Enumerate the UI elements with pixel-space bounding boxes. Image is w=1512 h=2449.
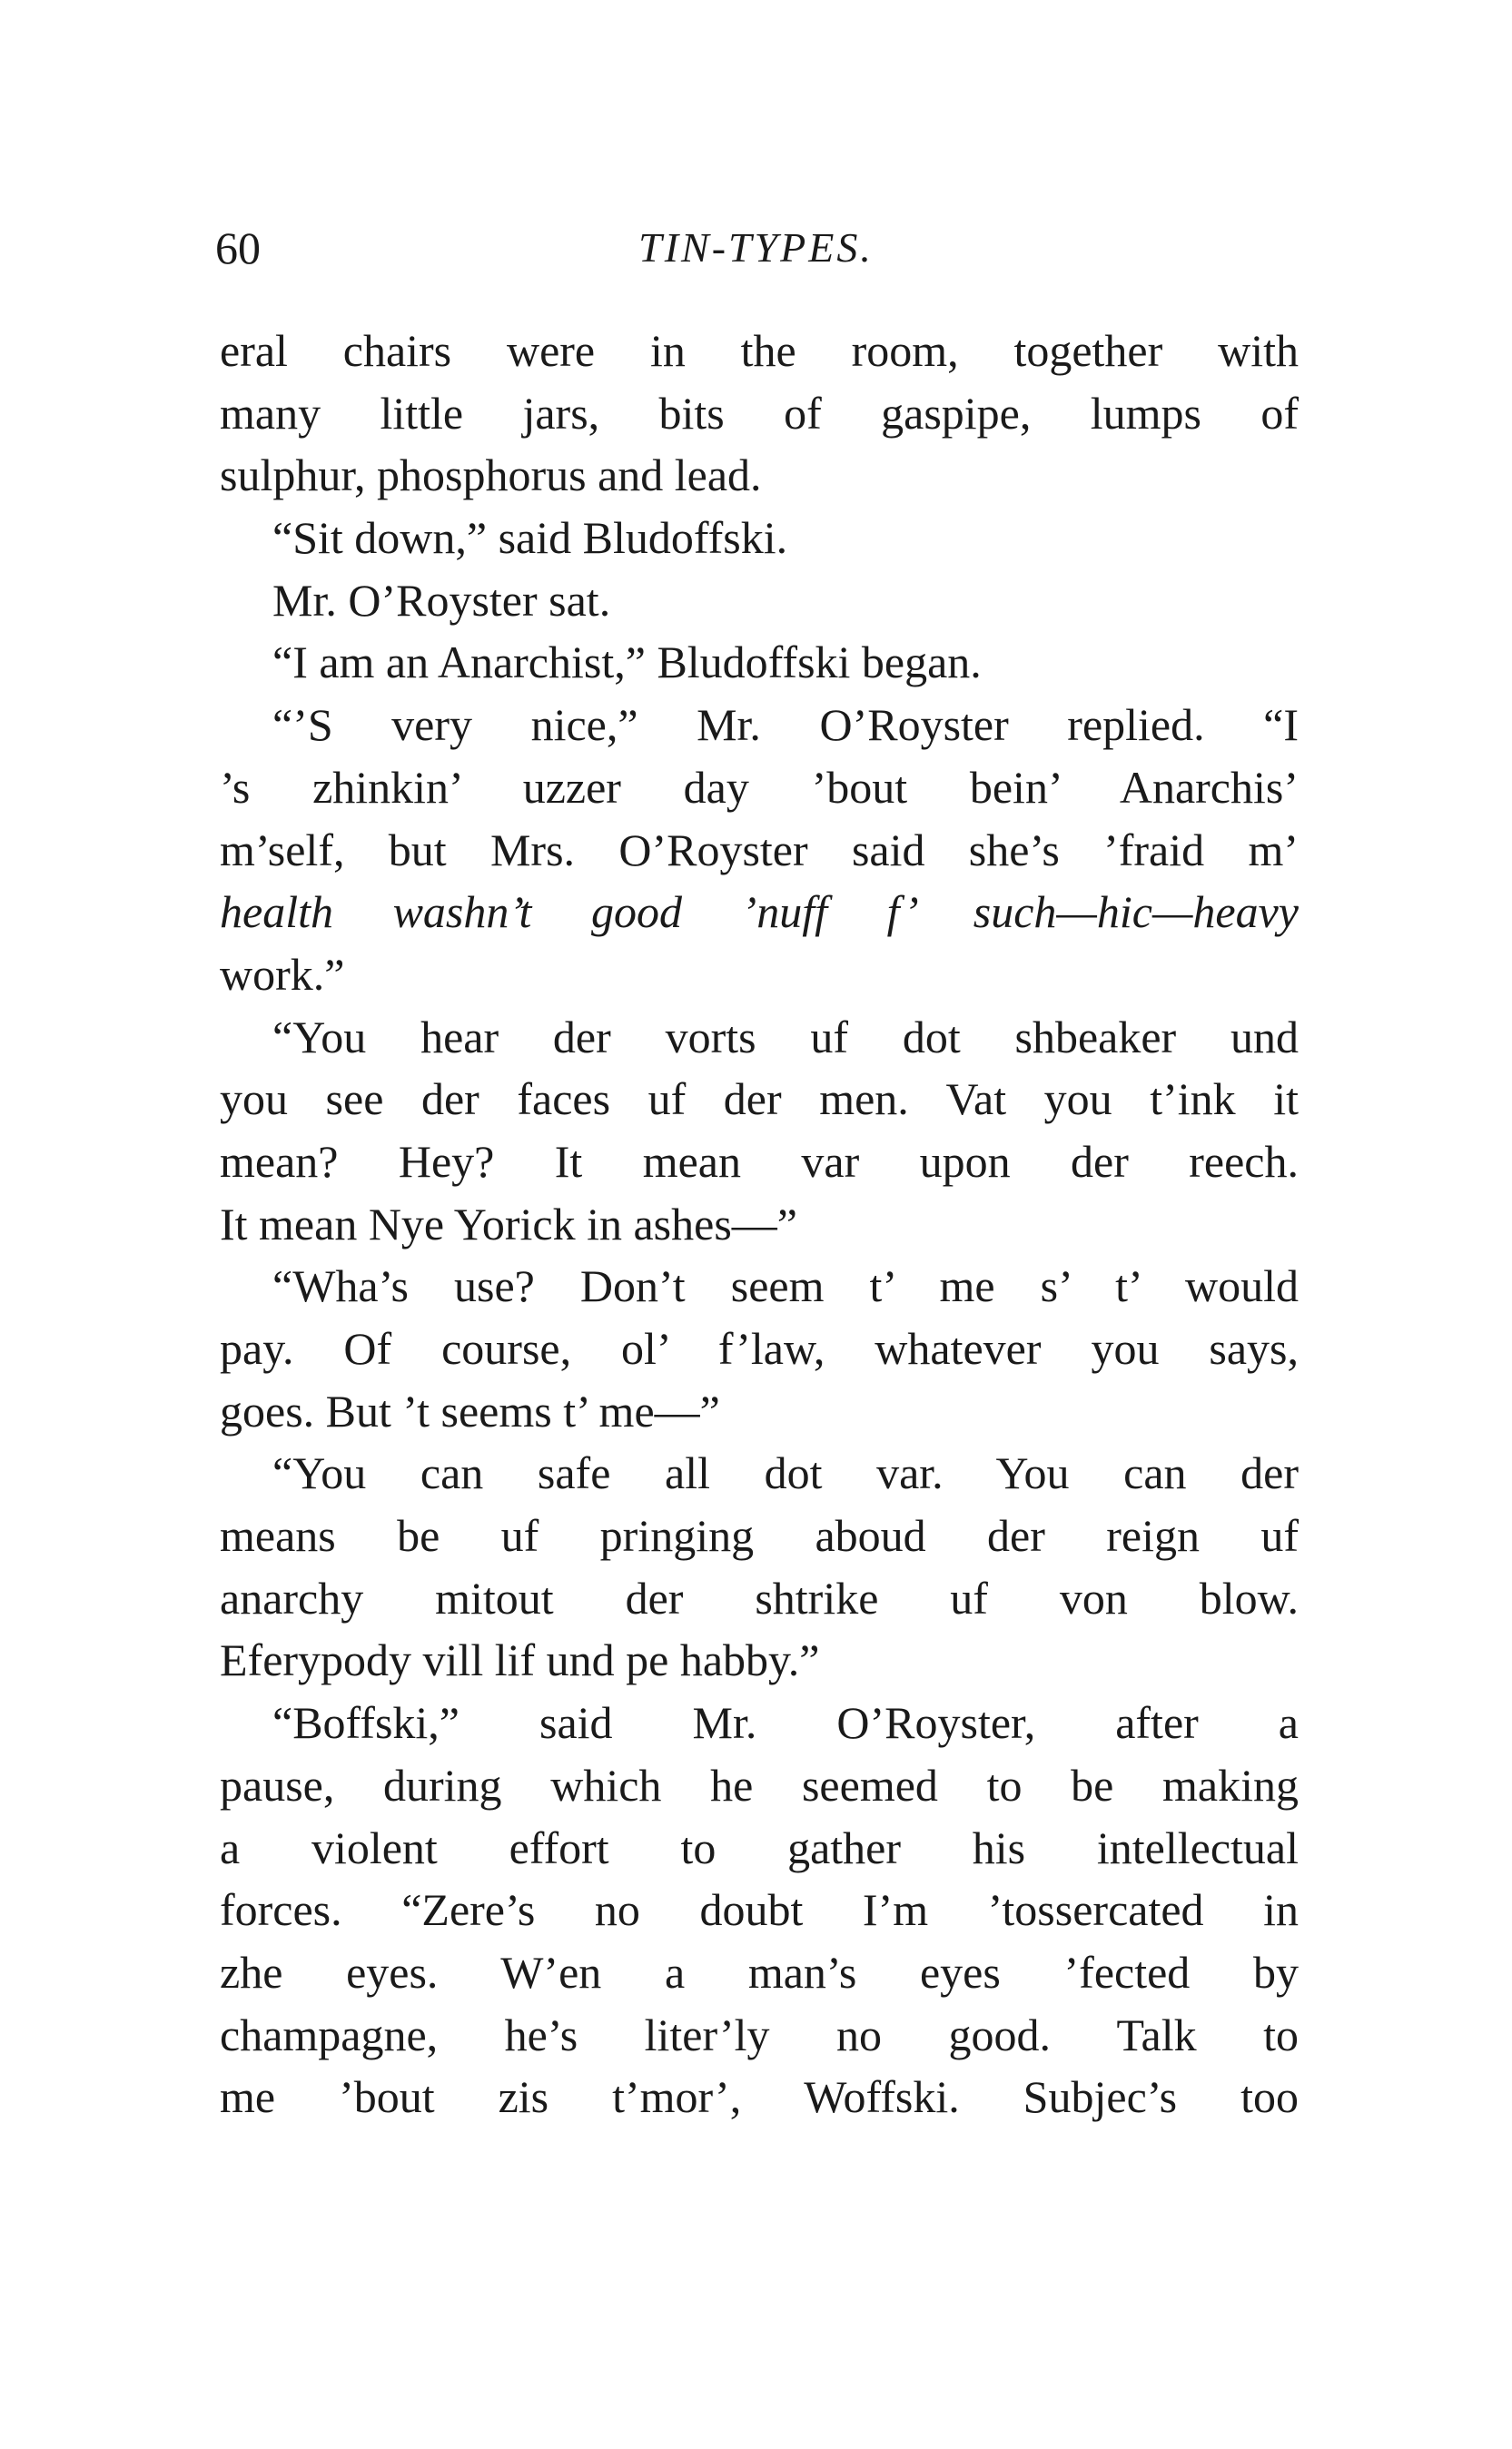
text-line: ’s zhinkin’ uzzer day ’bout bein’ Anarchis’ xyxy=(220,761,1299,813)
text-line: Eferypody vill lif und pe habby.” xyxy=(220,1634,820,1686)
text-line: “You hear der vorts uf dot shbeaker und xyxy=(272,1011,1299,1062)
text-line: “Wha’s use? Don’t seem t’ me s’ t’ would xyxy=(272,1260,1299,1312)
text-line: many little jars, bits of gaspipe, lumps of xyxy=(220,387,1299,439)
text-line: “I am an Anarchist,” Bludoffski began. xyxy=(272,637,982,688)
text-line: anarchy mitout der shtrike uf von blow. xyxy=(220,1572,1299,1624)
text-line: forces. “Zere’s no doubt I’m ’tossercated in xyxy=(220,1884,1299,1936)
text-line: health washn’t good ’nuff f’ such—hic—heavy xyxy=(220,886,1299,938)
text-line: sulphur, phosphorus and lead. xyxy=(220,449,762,501)
text-line: a violent effort to gather his intellectual xyxy=(220,1822,1299,1873)
text-line: It mean Nye Yorick in ashes—” xyxy=(220,1198,797,1249)
text-line: goes. But ’t seems t’ me—” xyxy=(220,1385,720,1437)
page-number: 60 xyxy=(215,222,261,273)
text-line: “You can safe all dot var. You can der xyxy=(272,1447,1299,1499)
text-line: zhe eyes. W’en a man’s eyes ’fected by xyxy=(220,1946,1299,1998)
text-line: “Boffski,” said Mr. O’Royster, after a xyxy=(272,1697,1299,1749)
text-line: eral chairs were in the room, together with xyxy=(220,325,1299,376)
text-line: “Sit down,” said Bludoffski. xyxy=(272,512,788,564)
text-line: me ’bout zis t’mor’, Woffski. Subjec’s too xyxy=(220,2071,1299,2123)
text-line: Mr. O’Royster sat. xyxy=(272,574,611,626)
text-line: champagne, he’s liter’ly no good. Talk to xyxy=(220,2009,1299,2060)
text-line: work.” xyxy=(220,948,345,1000)
body-text xyxy=(220,320,1299,2128)
text-line: pause, during which he seemed to be making xyxy=(220,1759,1299,1811)
text-line: m’self, but Mrs. O’Royster said she’s ’fraid m’ xyxy=(220,824,1299,875)
text-line: you see der faces uf der men. Vat you t’ink it xyxy=(220,1073,1299,1125)
text-line: pay. Of course, ol’ f’law, whatever you says, xyxy=(220,1323,1299,1374)
running-head: TIN-TYPES. xyxy=(638,224,874,271)
text-line: means be uf pringing aboud der reign uf xyxy=(220,1510,1299,1562)
text-line: “’S very nice,” Mr. O’Royster replied. “I xyxy=(272,699,1299,751)
text-line: mean? Hey? It mean var upon der reech. xyxy=(220,1135,1299,1187)
